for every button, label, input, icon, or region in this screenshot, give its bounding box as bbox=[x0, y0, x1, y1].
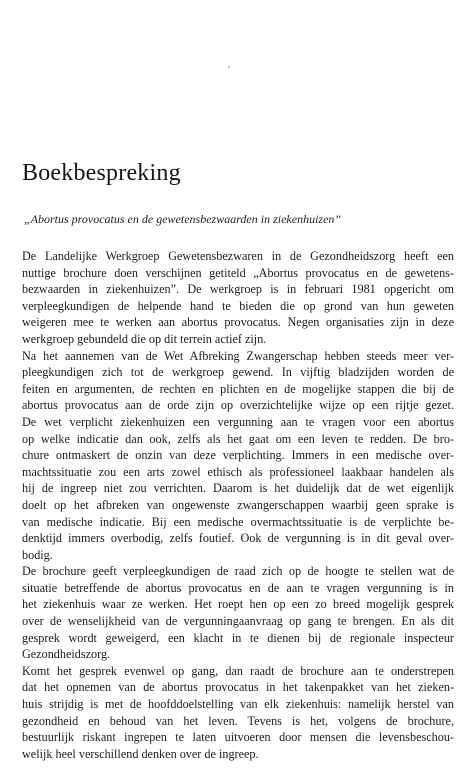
text-line: werkgroep gebundeld die op dit terrein actief zijn. bbox=[22, 331, 267, 346]
text-line: verpleegkundigen de helpende hand te bieden die op grond van hun geweten bbox=[22, 298, 454, 313]
text-line: op welke indicatie dan ook, zelfs als het gaat om een leven te redden. De bro- bbox=[22, 431, 454, 446]
text-line: doelt op het afbreken van ongewenste zwangerschappen waarbij geen sprake is bbox=[22, 497, 454, 512]
text-line: nuttige brochure doen verschijnen getiteld „Abortus provocatus en de gewetens- bbox=[22, 265, 454, 280]
text-line: bezwaarden in ziekenhuizen”. De werkgroep is in februari 1981 opgericht om bbox=[22, 282, 454, 297]
text-line: Gezondheidszorg. bbox=[22, 647, 111, 662]
text-line: bodig. bbox=[22, 547, 53, 562]
text-line: De wet verplicht ziekenhuizen een vergunning aan te vragen voor een abortus bbox=[22, 414, 454, 429]
text-line: Komt het gesprek evenwel op gang, dan raadt de brochure aan te onderstrepen bbox=[22, 663, 454, 678]
text-line: weigeren mee te werken aan abortus provocatus. Negen organisaties zijn in deze bbox=[22, 315, 454, 330]
paragraph bbox=[22, 663, 454, 763]
paragraph bbox=[22, 248, 454, 348]
text-line: Na het aannemen van de Wet Afbreking Zwangerschap hebben steeds meer ver- bbox=[22, 348, 454, 363]
text-line: De brochure geeft verpleegkundigen de raad zich op de hoogte te stellen wat de bbox=[22, 564, 454, 579]
text-line: huis strijdig is met de hoofddoelstelling van elk ziekenhuis: namelijk herstel van bbox=[22, 697, 454, 712]
text-line: machtssituatie zou een arts zowel ethisch als professioneel laakbaar handelen als bbox=[22, 464, 454, 479]
text-line: feiten en argumenten, de rechten en plichten en de mogelijke stappen die bij de bbox=[22, 381, 454, 396]
scan-speck bbox=[228, 66, 230, 68]
text-line: dat het opnemen van de abortus provocatus in het takenpakket van het zieken- bbox=[22, 680, 454, 695]
text-line: gezondheid en behoud van het leven. Tevens is het, volgens de brochure, bbox=[22, 713, 454, 728]
text-line: De Landelijke Werkgroep Gewetensbezwaren in de Gezondheidszorg heeft een bbox=[22, 249, 454, 263]
text-line: het ziekenhuis waar ze werken. Het roept hen op een zo breed mogelijk gesprek bbox=[22, 597, 454, 612]
text-line: bestuurlijk riskant ingrepen te laten uitvoeren door mensen die levensbeschou- bbox=[22, 730, 454, 745]
paragraph bbox=[22, 563, 454, 663]
article-subtitle: „Abortus provocatus en de gewetensbezwaarden in ziekenhuizen” bbox=[24, 212, 342, 226]
text-line: gesprek wordt geweigerd, een klacht in te dienen bij de regionale inspecteur bbox=[22, 630, 454, 645]
text-line: welijk heel verschillend denken over de ingreep. bbox=[22, 746, 259, 761]
text-line: denktijd immers overbodig, zelfs foutief. Ook de vergunning is in dit geval over- bbox=[22, 531, 454, 546]
text-line: pleegkundigen zich tot de werkgroep gewend. In vijftig bladzijden worden de bbox=[22, 365, 454, 380]
paragraph bbox=[22, 348, 454, 564]
article-body bbox=[22, 248, 454, 762]
text-line: van medische indicatie. Bij een medische overmachtssituatie is de verplichte be- bbox=[22, 514, 454, 529]
text-line: over de wenselijkheid van de vergunningaanvraag op gang te brengen. En als dit bbox=[22, 614, 454, 629]
text-line: situatie betreffende de abortus provocatus en de aan te vragen vergunning is in bbox=[22, 580, 454, 595]
text-line: chure ontmaskert de onzin van deze verplichting. Immers in een medische over- bbox=[22, 448, 454, 463]
text-line: hij de ingreep niet zou verrichten. Daarom is het duidelijk dat de wet eigenlijk bbox=[22, 481, 454, 496]
text-line: abortus provocatus aan de orde zijn op overzichtelijke wijze op een rijtje gezet. bbox=[22, 398, 454, 413]
page-title: Boekbespreking bbox=[22, 160, 181, 186]
